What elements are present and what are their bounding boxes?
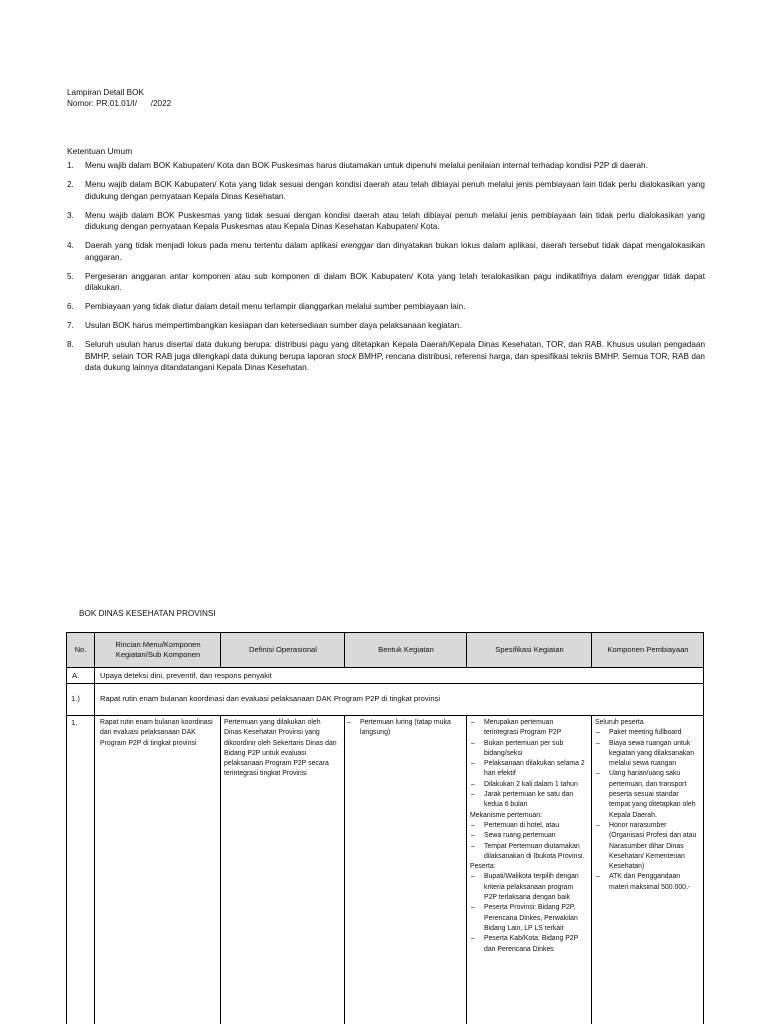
rule-text: Pembiayaan yang tidak diatur dalam detail menu terlampir dianggarkan melalui sumber pembiayaan lain. — [85, 302, 466, 312]
row-2-definisi: Pertemuan yang dilakukan oleh Dinas Kesehatan Provinsi yang dikoordinir oleh Sekertaris Dinas dan Bidang P2P untuk evaluasi pelaksanaan Program P2P secara terintegrasi tingkat Provinsi — [224, 719, 337, 778]
spec-item: – Bukan pertemuan per sub bidang/seksi — [470, 739, 588, 760]
rule-text: Menu wajib dalam BOK Kabupaten/ Kota dan BOK Puskesmas harus diutamakan untuk dipenuhi melalui penilaian internal terhadap kondisi P2P di daerah. — [85, 161, 648, 170]
komponen-item: – ATK dan Penggandaan materi maksimal 500.000,- — [595, 872, 699, 893]
table-line — [220, 715, 221, 1024]
table-line — [66, 683, 704, 684]
table-line — [703, 632, 704, 1024]
row-2-komponen — [595, 718, 699, 893]
rule-text: Usulan BOK harus mempertimbangkan kesiapan dan ketersediaan sumber daya pelaksanaan kegiatan. — [85, 321, 462, 331]
spec-item: – Peserta Kab/Kota: Bidang P2P dan Perencana Dinkes — [470, 934, 588, 955]
spec-item: – Pelaksanaan dilakukan selama 2 hari efektif — [470, 759, 588, 780]
bentuk-item: – Pertemuan luring (tatap muka langsung) — [346, 718, 462, 739]
rule-item: 2. Menu wajib dalam BOK Kabupaten/ Kota yang tidak sesuai dengan kondisi daerah atau telah dibiayai penuh melalui jenis pembiayaan lain tidak perlu dialokasikan yang didukung dengan pernyataan Kepala Dinas Kesehatan. — [67, 179, 705, 201]
rule-item: 8. Seluruh usulan harus disertai data dukung berupa: distribusi pagu yang ditetapkan Kepala Daerah/Kepala Dinas Kesehatan, TOR, dan RAB. Khusus usulan pengadaan BMHP, selain TOR RAB juga dilengkapi data dukung berupa laporan stock BMHP, rencana distribusi, referensi harga, dan spesifikasi teknis BMHP. Semua TOR, RAB dan data dukung lainnya ditandatangani Kepala Dinas Kesehatan. — [67, 340, 705, 373]
rule-item: 7. Usulan BOK harus mempertimbangkan kesiapan dan ketersediaan sumber daya pelaksanaan kegiatan. — [67, 321, 462, 331]
row-2-rincian: Rapat rutin enam bulanan koordinasi dan evaluasi pelaksanaan DAK Program P2P di tingkat provinsi — [100, 719, 213, 747]
table-line — [94, 632, 95, 1024]
rule-text: Menu wajib dalam BOK Kabupaten/ Kota yang tidak sesuai dengan kondisi daerah atau telah dibiayai penuh melalui jenis pembiayaan lain tidak perlu dialokasikan yang didukung dengan pernyataan Kepala Dinas Kesehatan. — [85, 179, 705, 201]
spec-item: – Tempat Pertemuan diutamakan dilaksanakan di Ibukota Provinsi. — [470, 842, 588, 863]
row-2-number: 1. — [71, 718, 78, 727]
spec-item: – Jarak pertemuan ke satu dan kedua 6 bulan — [470, 790, 588, 811]
table-line — [591, 632, 592, 667]
komponen-item: – Paket meeting fullboard — [595, 728, 699, 738]
rule-item: 5. Pergeseran anggaran antar komponen atau sub komponen di dalam BOK Kabupaten/ Kota yang telah teralokasikan pagu indikatifnya dalam erenggar tidak dapat dilakukan. — [67, 271, 705, 293]
rule-item: 6. Pembiayaan yang tidak diatur dalam detail menu terlampir dianggarkan melalui sumber pembiayaan lain. — [67, 302, 466, 312]
spec-item: – Peserta Provinsi: Bidang P2P, Perencana Dinkes, Perwakilan Bidang Lain, LP LS terkait — [470, 903, 588, 934]
spec-item: – Pertemuan di hotel, atau — [470, 821, 588, 831]
header-title: Lampiran Detail BOK — [67, 88, 144, 97]
spec-item: – Bupati/Walikota terpilih dengan kriteria pelaksanaan program P2P terlaksana dengan baik — [470, 872, 588, 903]
table-line — [591, 715, 592, 1024]
komponen-item: – Uang harian/uang saku pertemuan, dan transport peserta sesuai standar tempat yang ditetapkan oleh Kepala Daerah. — [595, 769, 699, 820]
col-header-rincian: Rincian Menu/Komponen Kegiatan/Sub Komponen — [115, 639, 201, 659]
bok-table — [66, 632, 704, 1024]
row-1-number: 1.) — [71, 694, 80, 703]
spec-item: – Dilakukan 2 kali dalam 1 tahun — [470, 780, 588, 790]
row-2-spesifikasi — [470, 718, 588, 955]
header-number: Nomor: PR.01.01/I/ /2022 — [67, 99, 172, 108]
spec-item: – Sewa ruang pertemuan — [470, 831, 588, 841]
col-header-bentuk: Bentuk Kegiatan — [378, 644, 434, 654]
komponen-item: – Honor narasumber (Organisasi Profesi dan atau Narasumber dihar Dinas Kesehatan/ Kementerian Kesehatan) — [595, 821, 699, 872]
document-header — [67, 87, 171, 109]
rule-text: Menu wajib dalam BOK Puskesmas yang tidak sesuai dengan kondisi daerah atau telah dibiayai penuh melalui jenis pembiayaan lain tidak perlu dialokasikan yang didukung dengan pernyataan Kepala Puskesmas atau Kepala Dinas Kesehatan Kabupaten/ Kota. — [85, 210, 705, 232]
col-header-no: No. — [74, 644, 87, 654]
section-title: Ketentuan Umum — [67, 146, 133, 156]
peserta-label: Peserta: — [470, 863, 496, 871]
table-line — [344, 632, 345, 667]
row-a-number: A. — [72, 671, 80, 680]
table-line — [220, 632, 221, 667]
spec-item: – Merupakan pertemuan terintegrasi Program P2P — [470, 718, 588, 739]
col-header-definisi: Definisi Operasional — [249, 644, 317, 654]
komponen-item: – Biaya sewa ruangan untuk kegiatan yang dilaksanakan melalui sewa ruangan — [595, 739, 699, 770]
row-1-text: Rapat rutin enam bulanan koordinasi dan evaluasi pelaksanaan DAK Program P2P di tingkat provinsi — [100, 694, 441, 703]
table-line — [66, 632, 67, 1024]
table-line — [66, 667, 704, 668]
rule-item: 1. Menu wajib dalam BOK Kabupaten/ Kota dan BOK Puskesmas harus diutamakan untuk dipenuhi melalui penilaian internal terhadap kondisi P2P di daerah. — [67, 161, 648, 170]
table-line — [466, 632, 467, 667]
col-header-komponen: Komponen Pembiayaan — [607, 644, 689, 654]
rule-text: Daerah yang tidak menjadi lokus pada menu tertentu dalam aplikasi erenggar dan dinyatakan bukan lokus dalam aplikasi, daerah tersebut tidak dapat mengalokasikan anggaran. — [85, 241, 705, 262]
rule-text: Pergeseran anggaran antar komponen atau sub komponen di dalam BOK Kabupaten/ Kota yang telah teralokasikan pagu indikatifnya dalam erenggar tidak dapat dilakukan. — [85, 271, 705, 293]
table-line — [344, 715, 345, 1024]
komponen-label: Seluruh peserta — [595, 719, 644, 726]
col-header-spesifikasi: Spesifikasi Kegiatan — [495, 644, 564, 654]
rule-item: 4. Daerah yang tidak menjadi lokus pada menu tertentu dalam aplikasi erenggar dan dinyatakan bukan lokus dalam aplikasi, daerah tersebut tidak dapat mengalokasikan anggaran. — [67, 241, 705, 262]
table-line — [66, 715, 704, 716]
mekanisme-label: Mekanisme pertemuan: — [470, 811, 543, 819]
bok-section-title: BOK DINAS KESEHATAN PROVINSI — [79, 609, 216, 618]
table-line — [466, 715, 467, 1024]
rule-item: 3. Menu wajib dalam BOK Puskesmas yang tidak sesuai dengan kondisi daerah atau telah dibiayai penuh melalui jenis pembiayaan lain tidak perlu dialokasikan yang didukung dengan pernyataan Kepala Puskesmas atau Kepala Dinas Kesehatan Kabupaten/ Kota. — [67, 210, 705, 232]
row-a-text: Upaya deteksi dini, preventif, dan respons penyakit — [100, 671, 272, 680]
general-rules-list — [67, 160, 705, 381]
row-2-bentuk — [346, 718, 462, 739]
rule-text: Seluruh usulan harus disertai data dukung berupa: distribusi pagu yang ditetapkan Kepala Daerah/Kepala Dinas Kesehatan, TOR, dan RAB. Khusus usulan pengadaan BMHP, selain TOR RAB juga dilengkapi data dukung berupa laporan stock BMHP, rencana distribusi, referensi harga, dan spesifikasi teknis BMHP. Semua TOR, RAB dan data dukung lainnya ditandatangani Kepala Dinas Kesehatan. — [85, 340, 705, 373]
